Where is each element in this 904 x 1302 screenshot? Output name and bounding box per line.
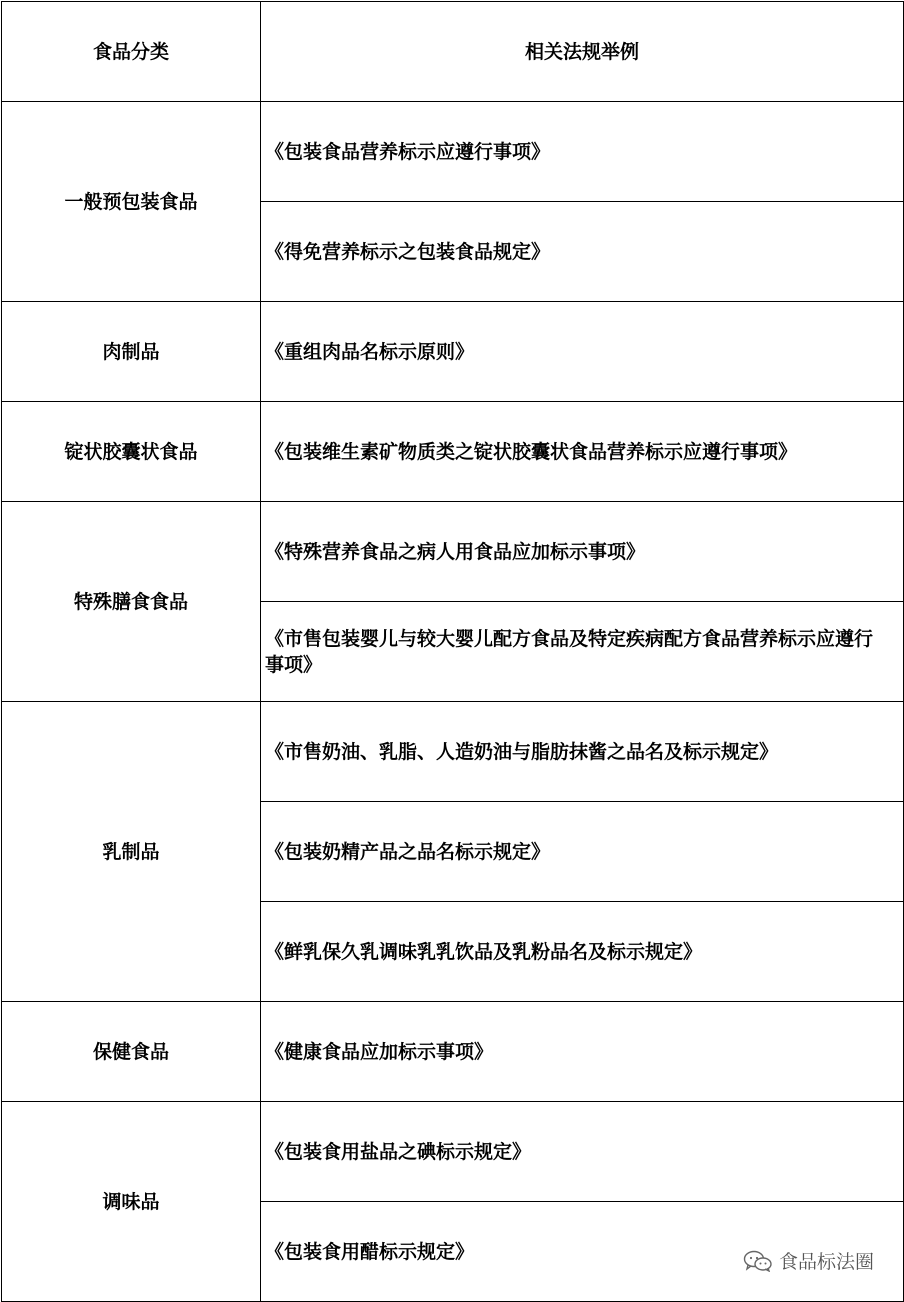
category-cell: 一般预包装食品 bbox=[2, 102, 261, 302]
law-cell: 《包装食用醋标示规定》 bbox=[261, 1202, 904, 1302]
table-row bbox=[2, 302, 904, 402]
table-row bbox=[2, 402, 904, 502]
law-cell: 《特殊营养食品之病人用食品应加标示事项》 bbox=[261, 502, 904, 602]
law-cell: 《得免营养标示之包装食品规定》 bbox=[261, 202, 904, 302]
header-category: 食品分类 bbox=[2, 2, 261, 102]
category-cell: 特殊膳食食品 bbox=[2, 502, 261, 702]
table-row bbox=[2, 102, 904, 202]
table-row bbox=[2, 702, 904, 802]
category-cell: 肉制品 bbox=[2, 302, 261, 402]
law-cell: 《包装维生素矿物质类之锭状胶囊状食品营养标示应遵行事项》 bbox=[261, 402, 904, 502]
watermark bbox=[743, 1247, 874, 1274]
table-row bbox=[2, 1102, 904, 1202]
law-cell: 《重组肉品名标示原则》 bbox=[261, 302, 904, 402]
law-cell: 《鲜乳保久乳调味乳乳饮品及乳粉品名及标示规定》 bbox=[261, 902, 904, 1002]
regulations-table bbox=[1, 1, 904, 1302]
law-cell: 《包装奶精产品之品名标示规定》 bbox=[261, 802, 904, 902]
law-cell: 《市售奶油、乳脂、人造奶油与脂肪抹酱之品名及标示规定》 bbox=[261, 702, 904, 802]
watermark-text: 食品标法圈 bbox=[778, 1251, 874, 1273]
header-regulations: 相关法规举例 bbox=[261, 2, 904, 102]
table-row bbox=[2, 502, 904, 602]
category-cell: 保健食品 bbox=[2, 1002, 261, 1102]
wechat-icon bbox=[743, 1250, 773, 1272]
header-row bbox=[2, 2, 904, 102]
category-cell: 调味品 bbox=[2, 1102, 261, 1302]
category-cell: 锭状胶囊状食品 bbox=[2, 402, 261, 502]
law-cell: 《包装食品营养标示应遵行事项》 bbox=[261, 102, 904, 202]
law-cell: 《市售包装婴儿与较大婴儿配方食品及特定疾病配方食品营养标示应遵行事项》 bbox=[261, 602, 904, 702]
law-cell: 《健康食品应加标示事项》 bbox=[261, 1002, 904, 1102]
category-cell: 乳制品 bbox=[2, 702, 261, 1002]
table-row bbox=[2, 1002, 904, 1102]
law-cell: 《包装食用盐品之碘标示规定》 bbox=[261, 1102, 904, 1202]
